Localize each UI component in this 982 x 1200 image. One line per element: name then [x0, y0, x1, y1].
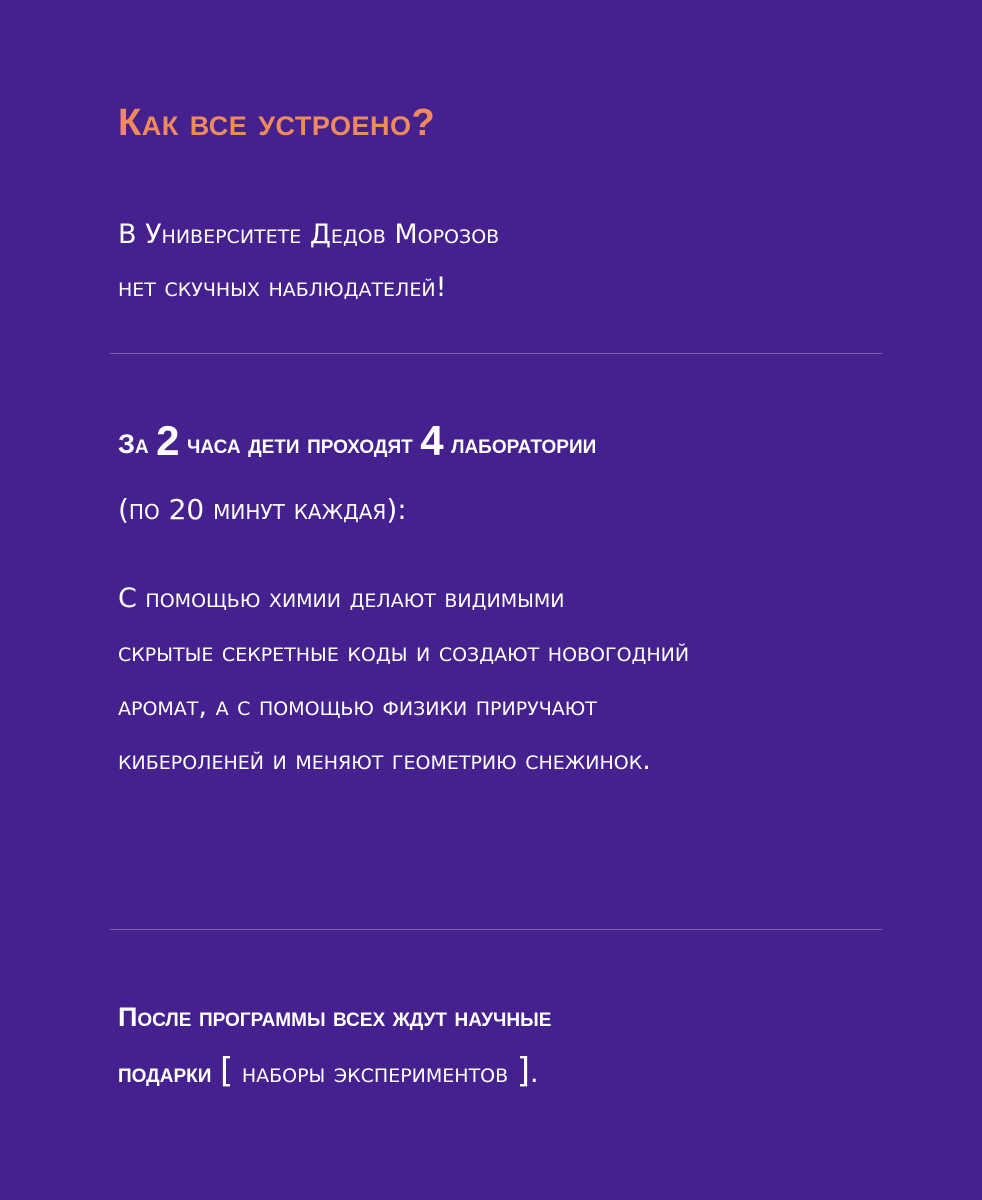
gifts-bold-word: подарки [118, 1058, 212, 1088]
close-bracket: ] [516, 1051, 531, 1091]
open-bracket: [ [219, 1051, 234, 1091]
description-line: скрытые секретные коды и создают новогодний [118, 637, 690, 668]
gifts-paragraph [118, 990, 938, 1101]
labs-count-number: 4 [420, 417, 444, 464]
description-line: кибероленей и меняют геометрию снежинок. [118, 745, 651, 776]
gift-sets-text: наборы экспериментов [241, 1058, 509, 1089]
intro-line-1: В Университете Дедов Морозов [118, 219, 500, 250]
labs-duration-note: (по 20 минут каждая): [118, 493, 407, 526]
gifts-period: . [530, 1058, 539, 1089]
description-paragraph [118, 572, 938, 788]
labs-summary [118, 413, 596, 472]
divider-top [110, 353, 882, 354]
description-line: С помощью химии делают видимыми [118, 583, 565, 614]
labs-middle-text: часа дети проходят [187, 429, 413, 459]
divider-bottom [110, 929, 882, 930]
section-heading: Как все устроено? [118, 102, 436, 144]
hours-number: 2 [156, 417, 180, 464]
labs-prefix: За [118, 429, 149, 459]
description-line: аромат, а с помощью физики приручают [118, 691, 597, 722]
labs-suffix: лаборатории [451, 429, 597, 459]
intro-line-2: нет скучных наблюдателей! [118, 272, 447, 303]
gifts-line-2 [118, 1044, 938, 1101]
gifts-line-1: После программы всех ждут научные [118, 1002, 552, 1032]
